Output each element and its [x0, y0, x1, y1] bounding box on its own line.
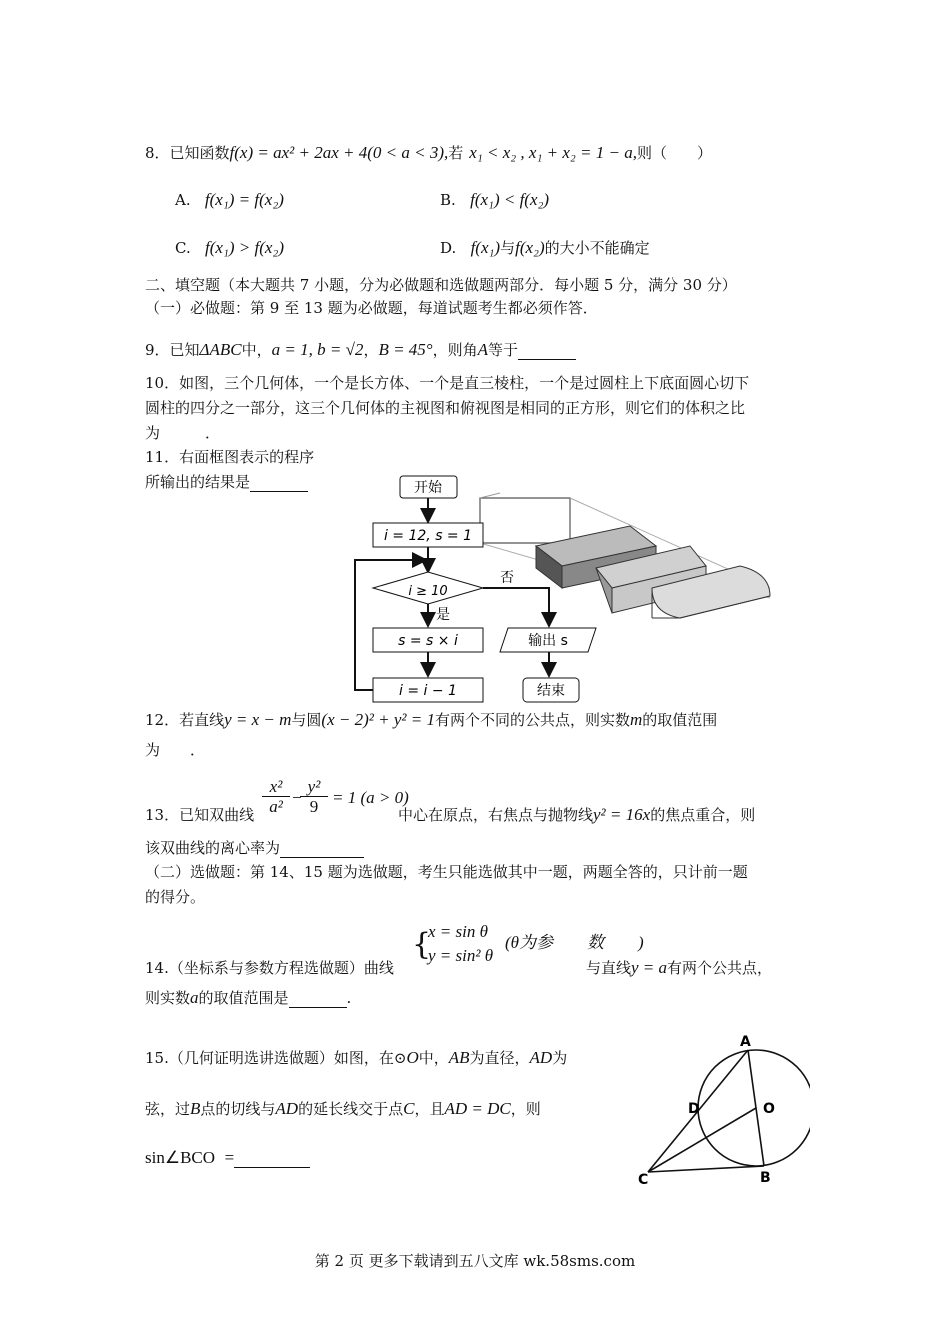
q11-answer-blank	[250, 475, 308, 492]
q10-line3: 为 ．	[145, 424, 221, 442]
flow-multiply-label: s = s × i	[398, 633, 458, 649]
section2-sub2-line2: 的得分。	[145, 888, 206, 906]
q13-minus: −	[292, 788, 302, 807]
page-footer: 第 2 页 更多下载请到五八文库 wk.58sms.com	[314, 1252, 636, 1270]
q8-option-a: A. f(x₁) = f(x₂)	[175, 190, 284, 209]
line-co	[648, 1108, 756, 1172]
flow-no-label: 否	[500, 570, 514, 586]
q14-answer-blank	[289, 991, 347, 1008]
label-a: A	[740, 1034, 751, 1050]
q15-line1: 15.（几何证明选讲选做题）如图，在⊙O中，AB为直径，AD为	[145, 1048, 568, 1067]
label-b: B	[760, 1170, 771, 1186]
q12-stem: 12．若直线y = x − m与圆(x − 2)² + y² = 1有两个不同的公共点，则实数m的取值范围	[145, 710, 718, 729]
label-o: O	[763, 1101, 775, 1117]
geometric-solids-illustration	[480, 493, 770, 618]
q11-line1: 11．右面框图表示的程序	[145, 448, 315, 466]
circle-geometry-figure	[630, 1030, 810, 1195]
circle-o	[698, 1050, 810, 1166]
flow-init-label: i = 12, s = 1	[383, 528, 473, 544]
q8-stem: 8．已知函数f(x) = ax² + 2ax + 4(0 < a < 3),若 x₁ < x₂ , x₁ + x₂ = 1 − a,则（ ）	[145, 143, 713, 162]
section2-heading: 二、填空题（本大题共 7 小题，分为必做题和选做题两部分．每小题 5 分，满分 30 分）	[145, 276, 737, 294]
q11-line2: 所输出的结果是	[145, 472, 308, 492]
flowchart-figure	[340, 468, 780, 708]
q14-system-2: y = sin² θ	[428, 946, 494, 965]
q14-param: (θ为参 数 )	[505, 933, 644, 952]
q9-stem: 9．已知ΔABC中，a = 1, b = √2，B = 45°，则角A等于	[145, 340, 576, 360]
q10-line1: 10．如图，三个几何体，一个是长方体、一个是直三棱柱，一个是过圆柱上下底面圆心切下	[145, 374, 750, 392]
q14-line2: 则实数a的取值范围是 .	[145, 988, 352, 1007]
flow-decrement-label: i = i − 1	[399, 683, 457, 699]
q8-option-c: C. f(x₁) > f(x₂)	[175, 238, 285, 257]
q8-option-d: D. f(x₁)与f(x₂)的大小不能确定	[440, 238, 650, 257]
q15-line2: 弦，过B点的切线与AD的延长线交于点C，且AD = DC，则	[145, 1099, 541, 1118]
q15-line3: sin∠BCO =	[145, 1148, 310, 1168]
q13-frac2: y² 9	[300, 778, 328, 817]
flow-output-label: 输出 s	[528, 633, 568, 649]
q14-prefix: 14.（坐标系与参数方程选做题）曲线	[145, 959, 394, 977]
label-d: D	[688, 1101, 700, 1117]
q13-eq: = 1 (a > 0)	[332, 788, 409, 807]
section2-sub2-line1: （二）选做题：第 14、15 题为选做题，考生只能选做其中一题，两题全答的，只计前一题	[145, 863, 748, 881]
q13-rest: 中心在原点，右焦点与抛物线y² = 16x的焦点重合，则	[398, 805, 756, 824]
q15-answer-blank	[234, 1151, 310, 1168]
q13-line2: 该双曲线的离心率为	[145, 838, 364, 858]
flow-start-label: 开始	[414, 480, 442, 496]
q8-option-b: B. f(x₁) < f(x₂)	[440, 190, 550, 209]
label-c: C	[638, 1172, 649, 1188]
flow-end-label: 结束	[537, 683, 565, 699]
q9-answer-blank	[518, 343, 576, 360]
q13-answer-blank	[280, 841, 364, 858]
flow-decision-label: i ≥ 10	[408, 584, 448, 599]
q13-frac1: x² a²	[262, 778, 290, 817]
q14-system-1: x = sin θ	[428, 922, 488, 941]
tangent-cb	[648, 1166, 764, 1172]
section2-sub1: （一）必做题：第 9 至 13 题为必做题，每道试题考生都必须作答．	[145, 299, 598, 317]
q14-brace: {	[412, 927, 432, 962]
q13-prefix: 13．已知双曲线	[145, 806, 255, 824]
flow-yes-label: 是	[436, 607, 450, 623]
q12-line2: 为 ．	[145, 741, 206, 759]
q10-line2: 圆柱的四分之一部分，这三个几何体的主视图和俯视图是相同的正方形，则它们的体积之比	[145, 399, 746, 417]
q14-rest: 与直线y = a有两个公共点，	[586, 958, 773, 977]
